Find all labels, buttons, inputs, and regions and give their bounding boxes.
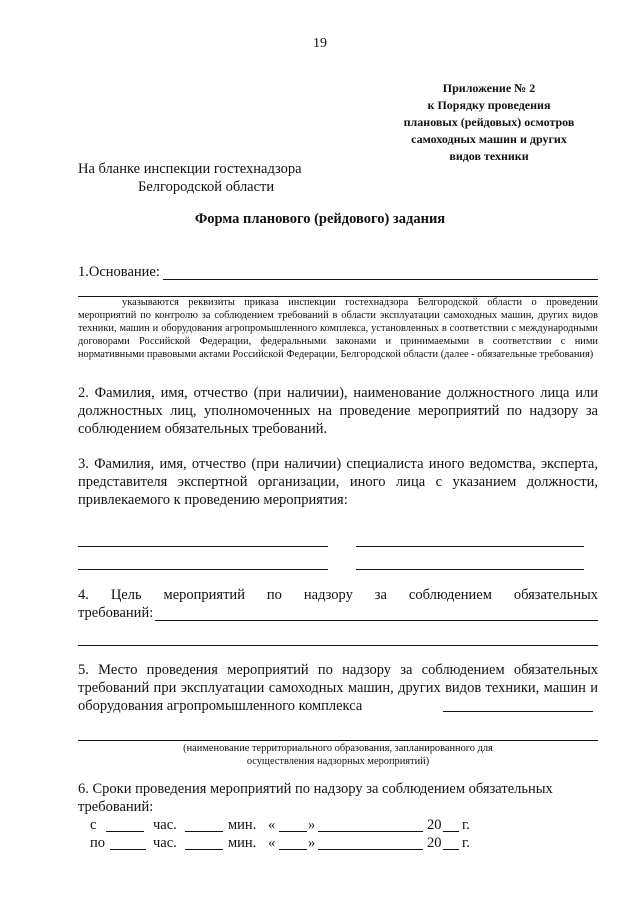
specialist-fill-line[interactable] <box>78 546 328 547</box>
year-prefix: 20 <box>427 835 442 851</box>
basis-fill-line[interactable] <box>163 279 598 280</box>
year-prefix: 20 <box>427 817 442 833</box>
year-suffix: г. <box>462 817 470 833</box>
purpose-fill-line-2[interactable] <box>78 645 598 646</box>
appendix-line: к Порядку проведения <box>427 98 551 112</box>
section-4-word: по <box>266 587 282 603</box>
section-5-text: 5. Место проведения мероприятий по надзору за соблюдением обязательных требований при эксплуатации самоходных машин, других видов техники, машин и оборудования агропромышленного комплекса <box>78 662 598 714</box>
section-4-word: 4. <box>78 587 89 603</box>
section-3-text: 3. Фамилия, имя, отчество (при наличии) специалиста иного ведомства, эксперта, представителя экспертной организации, иного лица с указанием должности, привлекаемого к проведению мероприятия: <box>78 456 598 508</box>
quote-open: « <box>268 835 276 851</box>
place-caption <box>78 742 598 768</box>
section-4-line <box>78 587 598 604</box>
letterhead-note <box>78 160 302 196</box>
appendix-header <box>360 80 618 165</box>
specialist-fill-line[interactable] <box>78 569 328 570</box>
to-date-field[interactable] <box>110 849 146 850</box>
appendix-line: Приложение № 2 <box>442 81 536 95</box>
page-number: 19 <box>313 36 327 51</box>
section-4-word: надзору <box>303 587 353 603</box>
caption-line: (наименование территориального образования, запланированного для <box>183 743 493 754</box>
section-4-word: обязательных <box>513 587 598 603</box>
appendix-line: самоходных машин и других <box>411 132 567 146</box>
quote-close: » <box>308 835 316 851</box>
minutes-label: мин. <box>228 835 257 851</box>
quote-close: » <box>308 817 316 833</box>
minutes-label: мин. <box>228 817 257 833</box>
place-fill-line[interactable] <box>443 711 593 712</box>
section-6-line: 6. Сроки проведения мероприятий по надзору за соблюдением обязательных <box>78 781 553 797</box>
appendix-line: видов техники <box>449 149 529 163</box>
section-4-word: за <box>374 587 387 603</box>
section-4-label: требований: <box>78 605 154 621</box>
to-hours-field[interactable] <box>185 849 223 850</box>
to-day-field[interactable] <box>279 849 307 850</box>
from-day-field[interactable] <box>279 831 307 832</box>
caption-line: осуществления надзорных мероприятий) <box>246 756 430 767</box>
form-title: Форма планового (рейдового) задания <box>194 211 446 227</box>
section-4-word: мероприятий <box>163 587 245 603</box>
to-year-field[interactable] <box>443 849 459 850</box>
section-2-text: 2. Фамилия, имя, отчество (при наличии), наименование должностного лица или должностных лиц, уполномоченных на проведение мероприятий по надзору за соблюдением обязательных требований. <box>78 385 598 437</box>
section-4-word: соблюдением <box>408 587 492 603</box>
appendix-line: плановых (рейдовых) осмотров <box>403 115 575 129</box>
place-fill-line-2[interactable] <box>78 740 598 741</box>
hours-label: час. <box>153 835 177 851</box>
basis-label: 1.Основание: <box>78 264 160 280</box>
from-label: с <box>90 817 97 833</box>
from-year-field[interactable] <box>443 831 459 832</box>
section-4-word: Цель <box>110 587 142 603</box>
from-date-field[interactable] <box>106 831 144 832</box>
specialist-fill-line[interactable] <box>356 569 584 570</box>
from-month-field[interactable] <box>318 831 423 832</box>
purpose-fill-line[interactable] <box>155 620 598 621</box>
section-6-text <box>78 780 598 816</box>
letterhead-line: На бланке инспекции гостехнадзора <box>78 161 302 177</box>
hours-label: час. <box>153 817 177 833</box>
from-hours-field[interactable] <box>185 831 223 832</box>
quote-open: « <box>268 817 276 833</box>
specialist-fill-line[interactable] <box>356 546 584 547</box>
year-suffix: г. <box>462 835 470 851</box>
section-6-line: требований: <box>78 799 154 815</box>
to-label: по <box>90 835 106 851</box>
to-month-field[interactable] <box>318 849 423 850</box>
letterhead-line: Белгородской области <box>138 179 275 195</box>
basis-note: указываются реквизиты приказа инспекции гостехнадзора Белгородской области о проведении мероприятий по контролю за соблюдением требований в области эксплуатации самоходных машин, других видов техники, машин и оборудования агропромышленного комплекса, установленных в соответствии с международными договорами Российской Федерации, федеральными законами и принимаемыми в соответствии с ними нормативными правовыми актами Российской Федерации, Белгородской области (далее - обязательные требования) <box>78 297 598 360</box>
